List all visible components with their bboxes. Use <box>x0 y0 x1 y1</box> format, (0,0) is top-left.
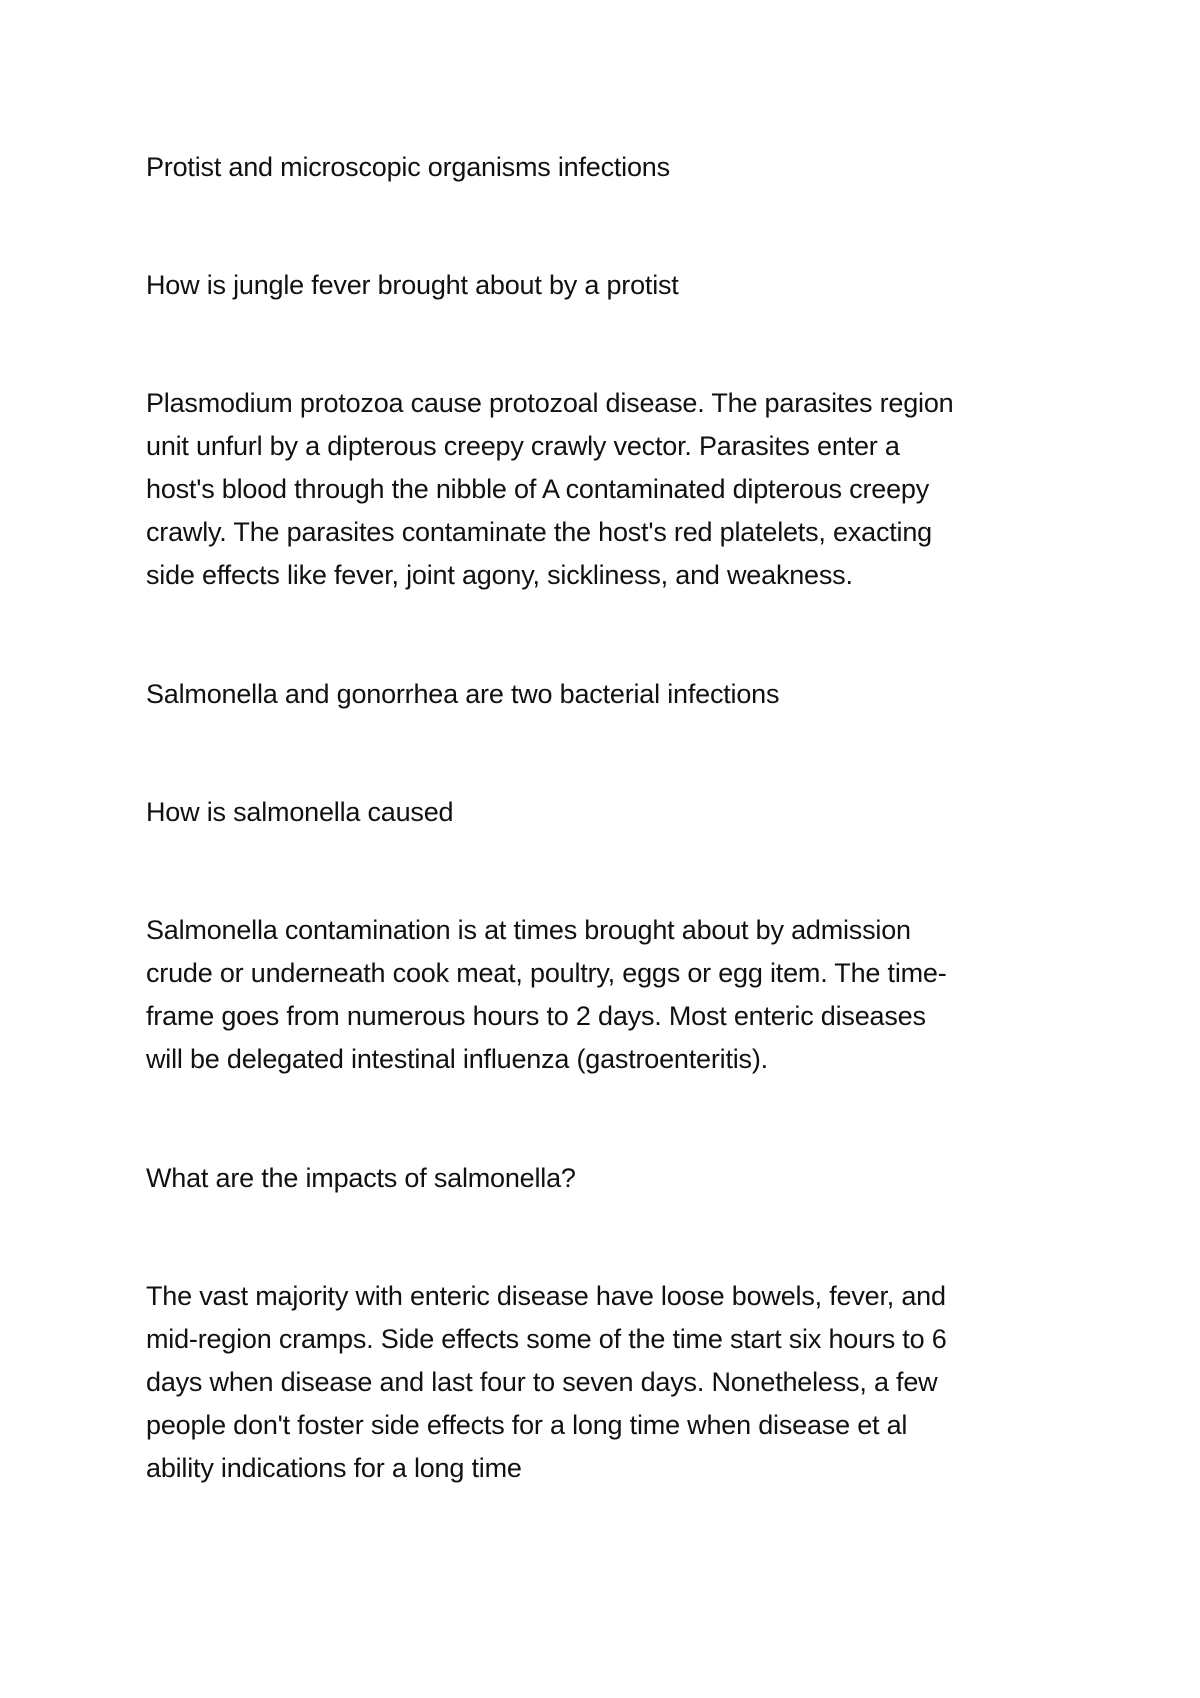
paragraph-line: Plasmodium protozoa cause protozoal disease. The parasites region <box>146 388 954 418</box>
paragraph-line: crawly. The parasites contaminate the host's red platelets, exacting <box>146 517 932 547</box>
paragraph-line: frame goes from numerous hours to 2 days. Most enteric diseases <box>146 1001 926 1031</box>
paragraph-line: mid-region cramps. Side effects some of the time start six hours to 6 <box>146 1324 947 1354</box>
paragraph-line: ability indications for a long time <box>146 1453 522 1483</box>
paragraph-line: The vast majority with enteric disease have loose bowels, fever, and <box>146 1281 946 1311</box>
document-title: Protist and microscopic organisms infections <box>146 152 670 182</box>
question-heading: What are the impacts of salmonella? <box>146 1163 576 1193</box>
paragraph-line: side effects like fever, joint agony, sickliness, and weakness. <box>146 560 853 590</box>
paragraph-line: host's blood through the nibble of A contaminated dipterous creepy <box>146 474 929 504</box>
paragraph-line: days when disease and last four to seven days. Nonetheless, a few <box>146 1367 938 1397</box>
paragraph-line: crude or underneath cook meat, poultry, eggs or egg item. The time- <box>146 958 947 988</box>
paragraph-line: people don't foster side effects for a long time when disease et al <box>146 1410 908 1440</box>
statement-heading: Salmonella and gonorrhea are two bacterial infections <box>146 679 780 709</box>
paragraph-line: unit unfurl by a dipterous creepy crawly vector. Parasites enter a <box>146 431 900 461</box>
question-heading: How is jungle fever brought about by a protist <box>146 270 679 300</box>
paragraph-line: Salmonella contamination is at times brought about by admission <box>146 915 911 945</box>
paragraph-line: will be delegated intestinal influenza (gastroenteritis). <box>146 1044 768 1074</box>
question-heading: How is salmonella caused <box>146 797 454 827</box>
